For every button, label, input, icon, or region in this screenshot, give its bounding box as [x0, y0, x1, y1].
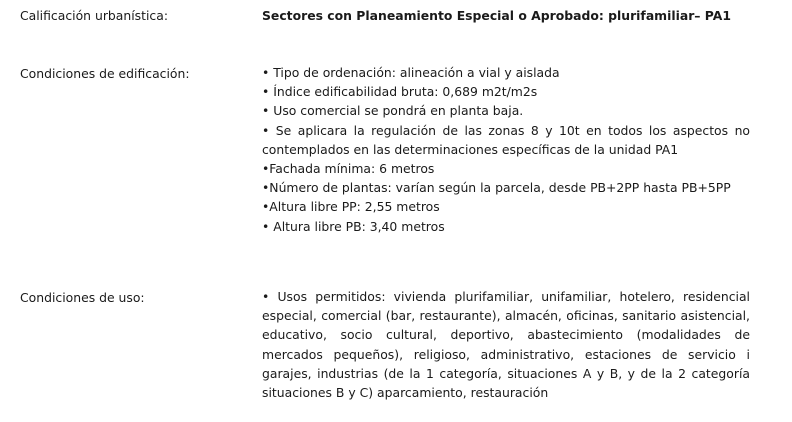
edificacion-item: •Número de plantas: varían según la parcela, desde PB+2PP hasta PB+5PP [262, 180, 731, 196]
calificacion-label: Calificación urbanística: [20, 8, 169, 23]
edificacion-item: • Uso comercial se pondrá en planta baja. [262, 103, 524, 119]
edificacion-item: • Se aplicara la regulación de las zonas 8 y 10t en todos los aspectos no contemplados en las determinaciones específicas de la unidad PA1 [262, 122, 750, 157]
edificacion-item: • Altura libre PB: 3,40 metros [262, 218, 445, 234]
uso-text: • Usos permitidos: vivienda plurifamiliar, unifamiliar, hotelero, residencial especial, comercial (bar, restaurante), almacén, oficinas, sanitario asistencial, educativo, socio cultural, deportivo, abastecimiento (modalidades de mercados pequeños), religioso, administrativo, estaciones de servicio i garajes, industrias (de la 1 categoría, situaciones A y B, y de la 2 categoría situaciones B y C) aparcamiento, restauración [262, 289, 750, 401]
calificacion-value: Sectores con Planeamiento Especial o Aprobado: plurifamiliar– PA1 [262, 8, 731, 23]
edificacion-label: Condiciones de edificación: [20, 66, 190, 81]
edificacion-list [262, 63, 750, 236]
uso-text-block [262, 287, 750, 402]
edificacion-item: • Tipo de ordenación: alineación a vial y aislada [262, 65, 560, 80]
edificacion-item: • Índice edificabilidad bruta: 0,689 m2t/m2s [262, 84, 538, 100]
uso-label: Condiciones de uso: [20, 290, 145, 305]
edificacion-item: •Altura libre PP: 2,55 metros [262, 199, 440, 215]
edificacion-item: •Fachada mínima: 6 metros [262, 161, 435, 177]
